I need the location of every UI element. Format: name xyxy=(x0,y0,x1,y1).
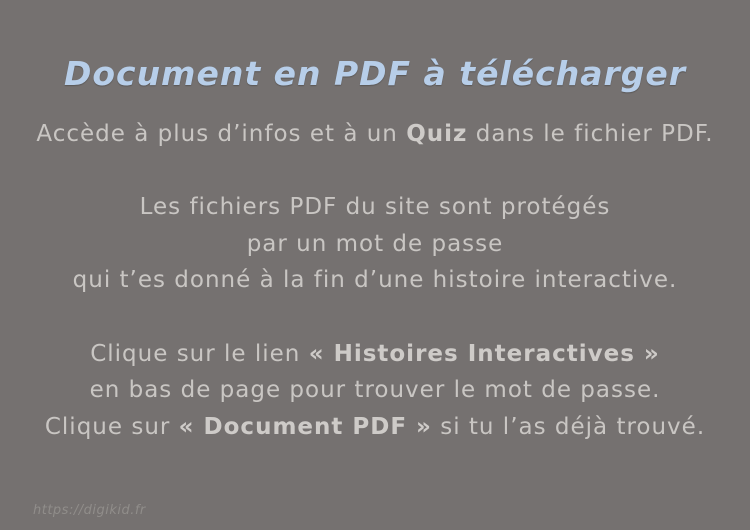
paragraph-spacer xyxy=(0,299,750,336)
text-segment: Clique sur le lien xyxy=(90,340,309,367)
text-segment: en bas de page pour trouver le mot de passe. xyxy=(89,377,661,404)
text-segment: dans le fichier PDF. xyxy=(467,121,714,147)
text-line-click-document-pdf xyxy=(0,409,750,446)
text-segment: si tu l’as déjà trouvé. xyxy=(431,413,706,440)
text-line-story-end xyxy=(0,262,750,299)
text-segment: qui t’es donné à la fin d’une histoire interactive. xyxy=(72,267,678,294)
document-pdf-highlight: « Document PDF » xyxy=(178,413,432,440)
text-line-password xyxy=(0,226,750,263)
paragraph-spacer xyxy=(0,153,750,190)
histoires-interactives-highlight: « Histoires Interactives » xyxy=(308,340,660,367)
text-line-intro xyxy=(0,116,750,153)
body-text xyxy=(0,116,750,445)
quiz-highlight: Quiz xyxy=(406,121,468,147)
text-line-click-histoires xyxy=(0,336,750,373)
text-segment: Clique sur xyxy=(44,413,179,440)
text-segment: Accède à plus d’infos et à un xyxy=(36,121,407,147)
page-title: Document en PDF à télécharger xyxy=(63,54,687,94)
text-segment: par un mot de passe xyxy=(246,230,504,257)
text-line-bottom-of-page xyxy=(0,372,750,409)
text-segment: Les fichiers PDF du site sont protégés xyxy=(139,194,611,221)
text-line-protected xyxy=(0,189,750,226)
site-url-watermark: https://digikid.fr xyxy=(33,503,146,518)
